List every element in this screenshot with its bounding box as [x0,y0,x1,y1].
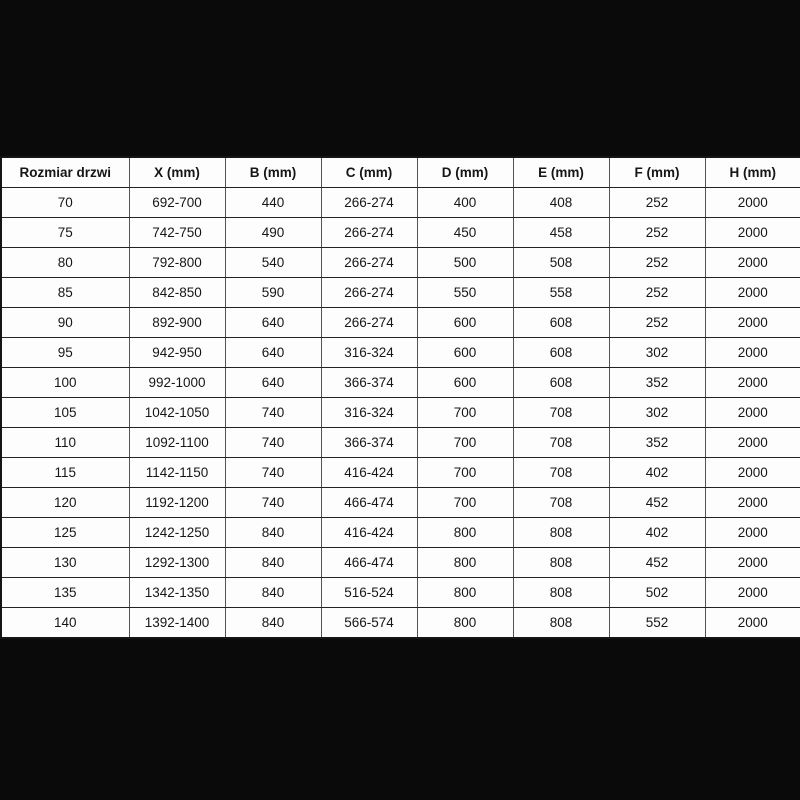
table-cell: 85 [1,278,129,308]
table-row [1,308,800,338]
table-cell: 808 [513,578,609,608]
table-cell: 740 [225,488,321,518]
table-cell: 892-900 [129,308,225,338]
table-cell: 558 [513,278,609,308]
table-cell: 135 [1,578,129,608]
table-row [1,518,800,548]
table-cell: 408 [513,188,609,218]
table-cell: 1142-1150 [129,458,225,488]
table-cell: 302 [609,398,705,428]
table-body [1,188,800,639]
column-header-d-mm: D (mm) [417,157,513,188]
table-cell: 800 [417,608,513,639]
table-cell: 2000 [705,338,800,368]
table-cell: 740 [225,458,321,488]
table-cell: 942-950 [129,338,225,368]
table-cell: 366-374 [321,368,417,398]
table-cell: 90 [1,308,129,338]
table-cell: 1392-1400 [129,608,225,639]
table-cell: 352 [609,368,705,398]
table-cell: 808 [513,608,609,639]
table-cell: 2000 [705,608,800,639]
table-cell: 552 [609,608,705,639]
table-row [1,368,800,398]
table-cell: 416-424 [321,458,417,488]
table-cell: 2000 [705,488,800,518]
table-cell: 792-800 [129,248,225,278]
table-cell: 2000 [705,458,800,488]
table-cell: 700 [417,398,513,428]
table-cell: 2000 [705,188,800,218]
table-cell: 808 [513,548,609,578]
table-row [1,218,800,248]
table-cell: 416-424 [321,518,417,548]
table-cell: 2000 [705,428,800,458]
table-header [1,157,800,188]
table-cell: 316-324 [321,338,417,368]
table-cell: 252 [609,308,705,338]
table-cell: 450 [417,218,513,248]
table-cell: 708 [513,428,609,458]
table-cell: 316-324 [321,398,417,428]
table-row [1,578,800,608]
table-cell: 800 [417,548,513,578]
door-size-table-container [0,156,800,639]
table-cell: 2000 [705,518,800,548]
table-cell: 252 [609,278,705,308]
table-cell: 2000 [705,218,800,248]
table-cell: 2000 [705,548,800,578]
table-row [1,428,800,458]
table-cell: 840 [225,608,321,639]
table-cell: 740 [225,428,321,458]
table-cell: 842-850 [129,278,225,308]
table-row [1,608,800,639]
table-cell: 2000 [705,308,800,338]
table-cell: 700 [417,428,513,458]
table-cell: 708 [513,488,609,518]
table-cell: 740 [225,398,321,428]
column-header-e-mm: E (mm) [513,157,609,188]
table-cell: 840 [225,578,321,608]
table-cell: 466-474 [321,548,417,578]
table-row [1,338,800,368]
column-header-f-mm: F (mm) [609,157,705,188]
table-cell: 1192-1200 [129,488,225,518]
table-cell: 1242-1250 [129,518,225,548]
column-header-rozmiar-drzwi: Rozmiar drzwi [1,157,129,188]
table-cell: 608 [513,308,609,338]
table-row [1,548,800,578]
table-cell: 508 [513,248,609,278]
table-cell: 266-274 [321,308,417,338]
table-cell: 640 [225,368,321,398]
table-cell: 600 [417,338,513,368]
column-header-b-mm: B (mm) [225,157,321,188]
table-cell: 75 [1,218,129,248]
table-cell: 105 [1,398,129,428]
table-cell: 252 [609,248,705,278]
table-cell: 120 [1,488,129,518]
column-header-c-mm: C (mm) [321,157,417,188]
table-row [1,458,800,488]
table-cell: 708 [513,398,609,428]
table-cell: 692-700 [129,188,225,218]
table-cell: 110 [1,428,129,458]
table-cell: 115 [1,458,129,488]
table-cell: 125 [1,518,129,548]
table-cell: 1042-1050 [129,398,225,428]
table-cell: 352 [609,428,705,458]
table-cell: 490 [225,218,321,248]
table-cell: 500 [417,248,513,278]
table-cell: 708 [513,458,609,488]
table-cell: 1292-1300 [129,548,225,578]
table-cell: 800 [417,578,513,608]
table-cell: 1342-1350 [129,578,225,608]
table-cell: 302 [609,338,705,368]
table-cell: 540 [225,248,321,278]
table-cell: 252 [609,188,705,218]
table-cell: 100 [1,368,129,398]
table-cell: 70 [1,188,129,218]
door-size-table [0,156,800,639]
table-row [1,278,800,308]
table-cell: 458 [513,218,609,248]
table-header-row [1,157,800,188]
table-cell: 502 [609,578,705,608]
table-cell: 640 [225,308,321,338]
table-cell: 566-574 [321,608,417,639]
table-cell: 252 [609,218,705,248]
table-cell: 266-274 [321,248,417,278]
table-cell: 600 [417,308,513,338]
table-cell: 140 [1,608,129,639]
table-cell: 640 [225,338,321,368]
table-cell: 600 [417,368,513,398]
table-cell: 452 [609,548,705,578]
table-cell: 2000 [705,248,800,278]
table-cell: 266-274 [321,218,417,248]
table-cell: 550 [417,278,513,308]
table-cell: 742-750 [129,218,225,248]
table-cell: 608 [513,338,609,368]
table-cell: 400 [417,188,513,218]
table-cell: 130 [1,548,129,578]
column-header-x-mm: X (mm) [129,157,225,188]
table-cell: 402 [609,518,705,548]
table-cell: 840 [225,518,321,548]
table-cell: 808 [513,518,609,548]
table-cell: 366-374 [321,428,417,458]
table-cell: 95 [1,338,129,368]
table-cell: 700 [417,458,513,488]
table-row [1,398,800,428]
table-cell: 266-274 [321,188,417,218]
table-cell: 800 [417,518,513,548]
table-cell: 440 [225,188,321,218]
table-cell: 590 [225,278,321,308]
table-cell: 80 [1,248,129,278]
table-row [1,248,800,278]
table-cell: 2000 [705,398,800,428]
table-cell: 2000 [705,278,800,308]
table-cell: 1092-1100 [129,428,225,458]
table-cell: 840 [225,548,321,578]
table-cell: 700 [417,488,513,518]
table-cell: 608 [513,368,609,398]
table-cell: 516-524 [321,578,417,608]
column-header-h-mm: H (mm) [705,157,800,188]
table-row [1,188,800,218]
table-row [1,488,800,518]
table-cell: 452 [609,488,705,518]
table-cell: 2000 [705,578,800,608]
table-cell: 266-274 [321,278,417,308]
table-cell: 466-474 [321,488,417,518]
table-cell: 402 [609,458,705,488]
table-cell: 992-1000 [129,368,225,398]
table-cell: 2000 [705,368,800,398]
